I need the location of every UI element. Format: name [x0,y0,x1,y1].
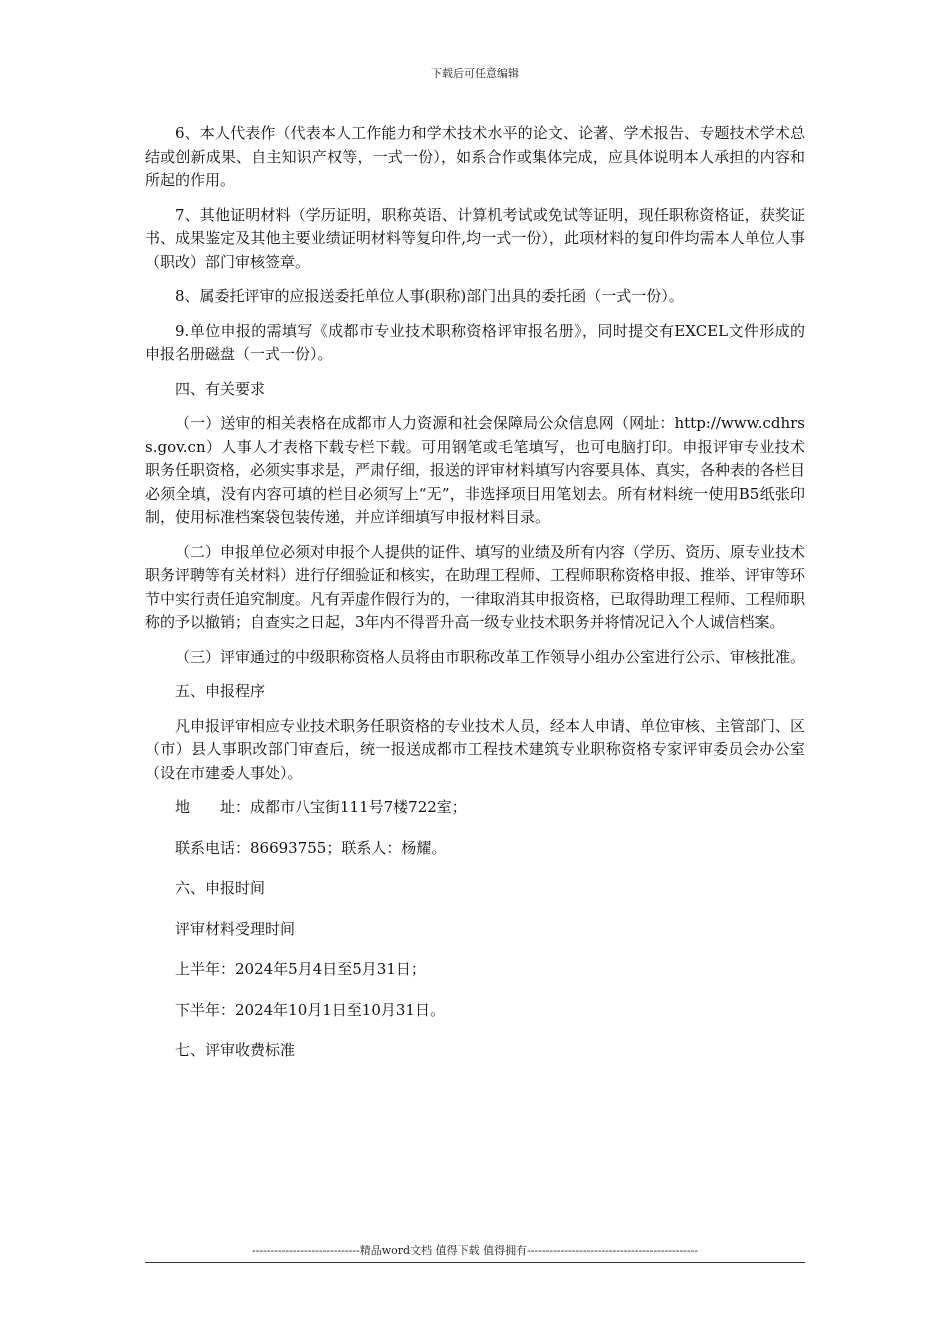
footer-text: -----------------------------精品word文档 值得下载 值得拥有---------------------------------------------- [251,1244,699,1257]
section-heading-procedure: 五、申报程序 [175,682,266,700]
paragraph-item-7: 7、其他证明材料（学历证明，职称英语、计算机考试或免试等证明，现任职称资格证，获奖证书、成果鉴定及其他主要业绩证明材料等复印件,均一式一份），此项材料的复印件均需本人单位人事（职改）部门审核签章。 [145,205,805,271]
section-heading-requirements: 四、有关要求 [175,379,266,398]
requirement-3: （三）评审通过的中级职称资格人员将由市职称改革工作领导小组办公室进行公示、审核批准。 [175,647,806,666]
accept-time-title: 评审材料受理时间 [175,919,296,938]
second-half-period: 下半年：2024年10月1日至10月31日。 [175,1000,445,1019]
requirement-1: （一）送审的相关表格在成都市人力资源和社会保障局公众信息网（网址：http://www.cdhrss.gov.cn）人事人才表格下载专栏下载。可用钢笔或毛笔填写，也可电脑打印。申报评审专业技术职务任职资格，必须实事求是，严肃仔细，报送的评审材料填写内容要具体、真实，各种表的各栏目必须全填，没有内容可填的栏目必须写上“无”，非选择项目用笔划去。所有材料统一使用B5纸张印制，使用标准档案袋包装传递，并应详细填写申报材料目录。 [145,414,806,526]
paragraph-item-9: 9.单位申报的需填写《成都市专业技术职称资格评审报名册》，同时提交有EXCEL文件形成的申报名册磁盘（一式一份）。 [145,321,805,363]
requirement-2: （二）申报单位必须对申报个人提供的证件、填写的业绩及所有内容（学历、资历、原专业技术职务评聘等有关材料）进行仔细验证和核实，在助理工程师、工程师职称资格申报、推举、评审等环节中实行责任追究制度。凡有弄虚作假行为的，一律取消其申报资格，已取得助理工程师、工程师职称的予以撤销；自查实之日起，3年内不得晋升高一级专业技术职务并将情况记入个人诚信档案。 [145,542,806,631]
footer-divider [145,1262,805,1263]
document-body [145,122,805,1080]
procedure-paragraph: 凡申报评审相应专业技术职务任职资格的专业技术人员，经本人申请、单位审核、主管部门、区（市）县人事职改部门审查后，统一报送成都市工程技术建筑专业职称资格专家评审委员会办公室（设在市建委人事处）。 [145,716,806,782]
section-heading-fees: 七、评审收费标准 [175,1041,296,1059]
paragraph-item-6: 6、本人代表作（代表本人工作能力和学术技术水平的论文、论著、学术报告、专题技术学术总结或创新成果、自主知识产权等，一式一份），如系合作或集体完成，应具体说明本人承担的内容和所起的作用。 [145,124,805,189]
page-header-note: 下载后可任意编辑 [431,67,519,80]
address-line: 地 址：成都市八宝街111号7楼722室； [175,798,467,816]
first-half-period: 上半年：2024年5月4日至5月31日； [175,960,426,978]
paragraph-item-8: 8、属委托评审的应报送委托单位人事(职称)部门出具的委托函（一式一份）。 [175,287,684,305]
contact-line: 联系电话：86693755；联系人：杨耀。 [175,838,447,857]
section-heading-time: 六、申报时间 [175,879,266,897]
